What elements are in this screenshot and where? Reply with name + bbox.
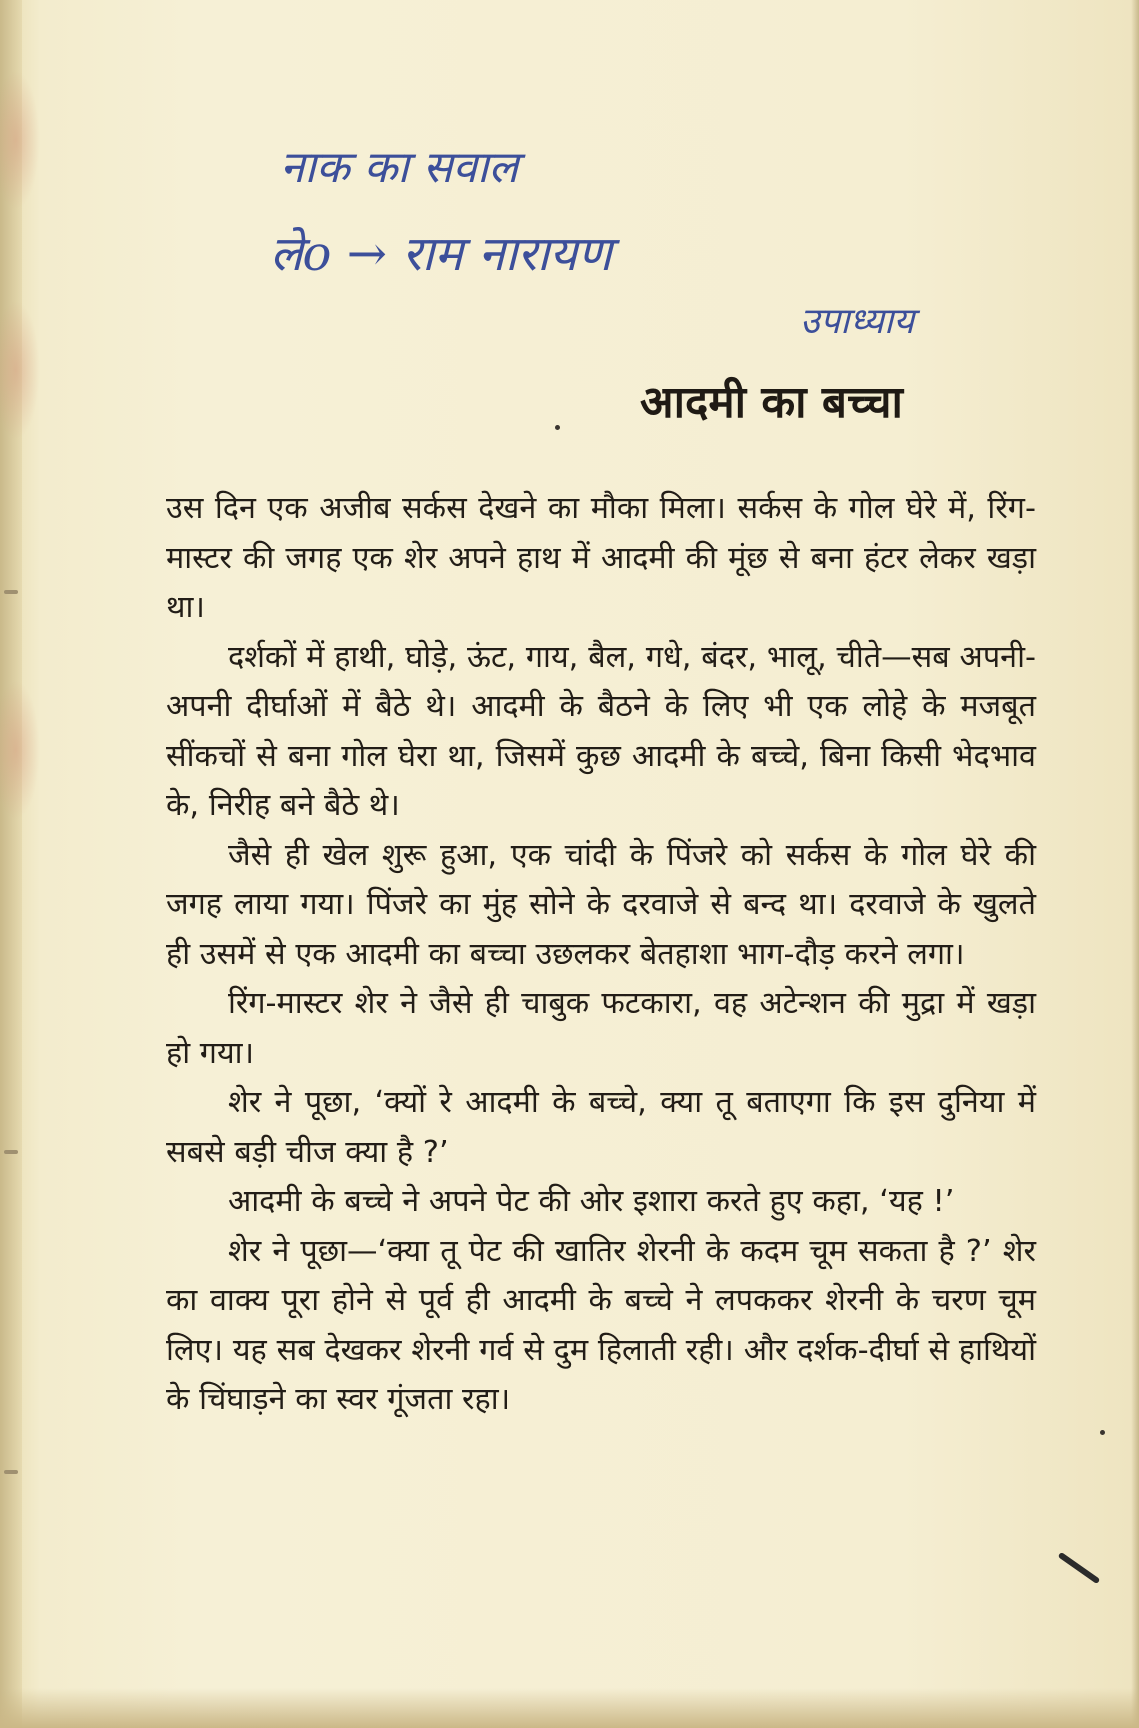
paragraph: आदमी के बच्चे ने अपने पेट की ओर इशारा करते हुए कहा, ‘यह !’ <box>228 1184 955 1219</box>
paragraph: उस दिन एक अजीब सर्कस देखने का मौका मिला। सर्कस के गोल घेरे में, रिंग-मास्टर की जगह एक शेर अपने हाथ में आदमी की मूंछ से बना हंटर लेकर खड़ा था। <box>166 491 1036 625</box>
page-edge <box>1131 0 1139 1728</box>
paragraph: शेर ने पूछा, ‘क्यों रे आदमी के बच्चे, क्या तू बताएगा कि इस दुनिया में सबसे बड़ी चीज क्या है ?’ <box>166 1085 1036 1170</box>
handwritten-line: नाक का सवाल <box>280 142 519 193</box>
handwritten-line: उपाध्याय <box>800 301 915 342</box>
binding-thread <box>0 680 40 820</box>
story-title: आदमी का बच्चा <box>640 377 903 428</box>
ink-speck <box>555 425 560 430</box>
paragraph: शेर ने पूछा—‘क्या तू पेट की खातिर शेरनी के कदम चूम सकता है ?’ शेर का वाक्य पूरा होने से पूर्व ही आदमी के बच्चे ने लपककर शेरनी के चरण चूम लिए। यह सब देखकर शेरनी गर्व से दुम हिलाती रही। और दर्शक-दीर्घा से हाथियों के चिंघाड़ने का स्वर गूंजता रहा। <box>166 1233 1036 1417</box>
binding-stitch <box>4 1470 18 1474</box>
binding-thread <box>0 70 40 210</box>
handwritten-line: लेo → राम नारायण <box>270 226 612 282</box>
paragraph: दर्शकों में हाथी, घोड़े, ऊंट, गाय, बैल, गधे, बंदर, भालू, चीते—सब अपनी-अपनी दीर्घाओं में बैठे थे। आदमी के बैठने के लिए भी एक लोहे के मजबूत सींकचों से बना गोल घेरा था, जिसमें कुछ आदमी के बच्चे, बिना किसी भेदभाव के, निरीह बने बैठे थे। <box>166 639 1036 823</box>
story-body <box>166 484 1036 1425</box>
binding-stitch <box>4 590 18 594</box>
pen-mark <box>1058 1552 1101 1584</box>
binding-stitch <box>4 1150 18 1154</box>
page-binding <box>0 0 22 1728</box>
page-edge <box>0 1688 1139 1728</box>
binding-thread <box>0 300 40 440</box>
ink-speck <box>1100 1430 1105 1435</box>
paragraph: जैसे ही खेल शुरू हुआ, एक चांदी के पिंजरे को सर्कस के गोल घेरे की जगह लाया गया। पिंजरे का मुंह सोने के दरवाजे से बन्द था। दरवाजे के खुलते ही उसमें से एक आदमी का बच्चा उछलकर बेतहाशा भाग-दौड़ करने लगा। <box>166 837 1036 972</box>
paragraph: रिंग-मास्टर शेर ने जैसे ही चाबुक फटकारा, वह अटेन्शन की मुद्रा में खड़ा हो गया। <box>166 986 1036 1071</box>
